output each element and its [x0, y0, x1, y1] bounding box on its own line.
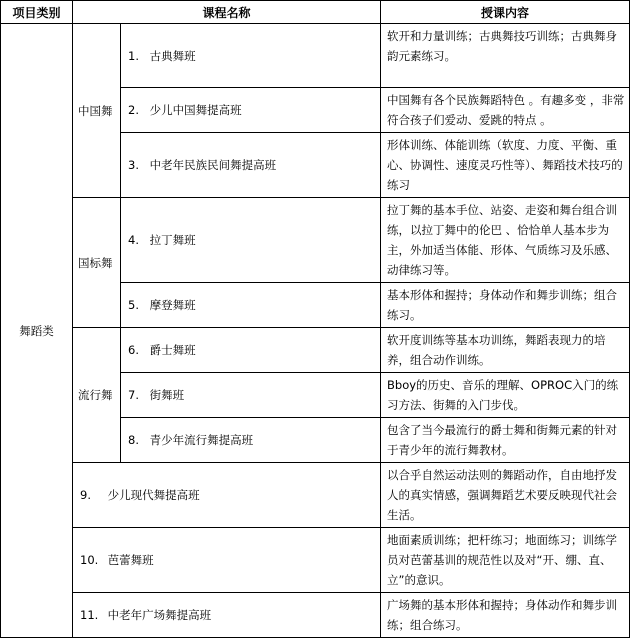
- course-content: 以合乎自然运动法则的舞蹈动作，自由地抒发人的真实情感，强调舞蹈艺术要反映现代社会生活。: [381, 463, 630, 528]
- course-name-cell: [121, 198, 381, 283]
- course-name-cell: [121, 88, 381, 133]
- course-name: 爵士舞班: [149, 343, 196, 357]
- table-row: [1, 528, 630, 593]
- course-name-cell: [73, 528, 381, 593]
- course-name-cell: [121, 24, 381, 88]
- group-ballroom: 国标舞: [73, 198, 121, 328]
- course-name: 中老年民族民间舞提高班: [149, 158, 277, 172]
- course-content: 中国舞有各个民族舞蹈特色 。有趣多变 ，非常符合孩子们爱动、爱跳的特点 。: [381, 88, 630, 133]
- table-row: [1, 328, 630, 373]
- header-content: 授课内容: [381, 1, 630, 24]
- course-name: 芭蕾舞班: [107, 553, 154, 567]
- course-content: 软开和力量训练；古典舞技巧训练；古典舞身韵元素练习。: [381, 24, 630, 88]
- course-content: Bboy的历史、音乐的理解、OPROC入门的练习方法、街舞的入门步伐。: [381, 373, 630, 418]
- course-name: 古典舞班: [149, 48, 196, 63]
- course-number: 11.: [80, 608, 99, 622]
- header-category: 项目类别: [1, 1, 73, 24]
- course-content: 形体训练、体能训练（软度、力度、平衡、重心、协调性、速度灵巧性等）、舞蹈技术技巧的练习: [381, 133, 630, 198]
- header-row: [1, 1, 630, 24]
- course-number: 10.: [80, 553, 99, 567]
- course-content: 包含了当今最流行的爵士舞和街舞元素的针对于青少年的流行舞教材。: [381, 418, 630, 463]
- course-number: 9.: [80, 488, 91, 502]
- course-name: 少儿中国舞提高班: [149, 103, 242, 117]
- course-name-cell: [73, 463, 381, 528]
- course-content: 软开度训练等基本功训练，舞蹈表现力的培养，组合动作训练。: [381, 328, 630, 373]
- course-content: 广场舞的基本形体和握持；身体动作和舞步训练；组合练习。: [381, 593, 630, 638]
- course-number: 8.: [128, 433, 139, 447]
- course-number: 1.: [128, 48, 139, 63]
- course-number: 5.: [128, 298, 139, 312]
- table-row: [1, 593, 630, 638]
- course-name: 摩登舞班: [149, 298, 196, 312]
- group-pop: 流行舞: [73, 328, 121, 463]
- table-row: [1, 24, 630, 88]
- course-number: 7.: [128, 388, 139, 402]
- course-number: 4.: [128, 233, 139, 247]
- course-name-cell: [121, 133, 381, 198]
- course-name: 中老年广场舞提高班: [107, 608, 212, 622]
- course-name-cell: [121, 418, 381, 463]
- course-name-cell: [121, 373, 381, 418]
- course-number: 2.: [128, 103, 139, 117]
- table-row: [1, 463, 630, 528]
- course-name: 街舞班: [149, 388, 185, 402]
- course-name: 拉丁舞班: [149, 233, 196, 247]
- group-chinese: 中国舞: [73, 24, 121, 198]
- course-number: 3.: [128, 158, 139, 172]
- course-content: 基本形体和握持；身体动作和舞步训练；组合练习。: [381, 283, 630, 328]
- course-content: 地面素质训练；把杆练习；地面练习；训练学员对芭蕾基训的规范性以及对“开、绷、直、立”的意识。: [381, 528, 630, 593]
- course-content: 拉丁舞的基本手位、站姿、走姿和舞台组合训练，以拉丁舞中的伦巴 、恰恰单人基本步为主，外加适当体能、形体、气质练习及乐感、动律练习等。: [381, 198, 630, 283]
- category-cell: 舞蹈类: [1, 24, 73, 638]
- course-number: 6.: [128, 343, 139, 357]
- course-name: 青少年流行舞提高班: [149, 433, 254, 447]
- course-name-cell: [121, 283, 381, 328]
- table-row: [1, 198, 630, 283]
- course-name-cell: [73, 593, 381, 638]
- course-name-cell: [121, 328, 381, 373]
- header-course: 课程名称: [73, 1, 381, 24]
- course-name: 少儿现代舞提高班: [107, 488, 200, 502]
